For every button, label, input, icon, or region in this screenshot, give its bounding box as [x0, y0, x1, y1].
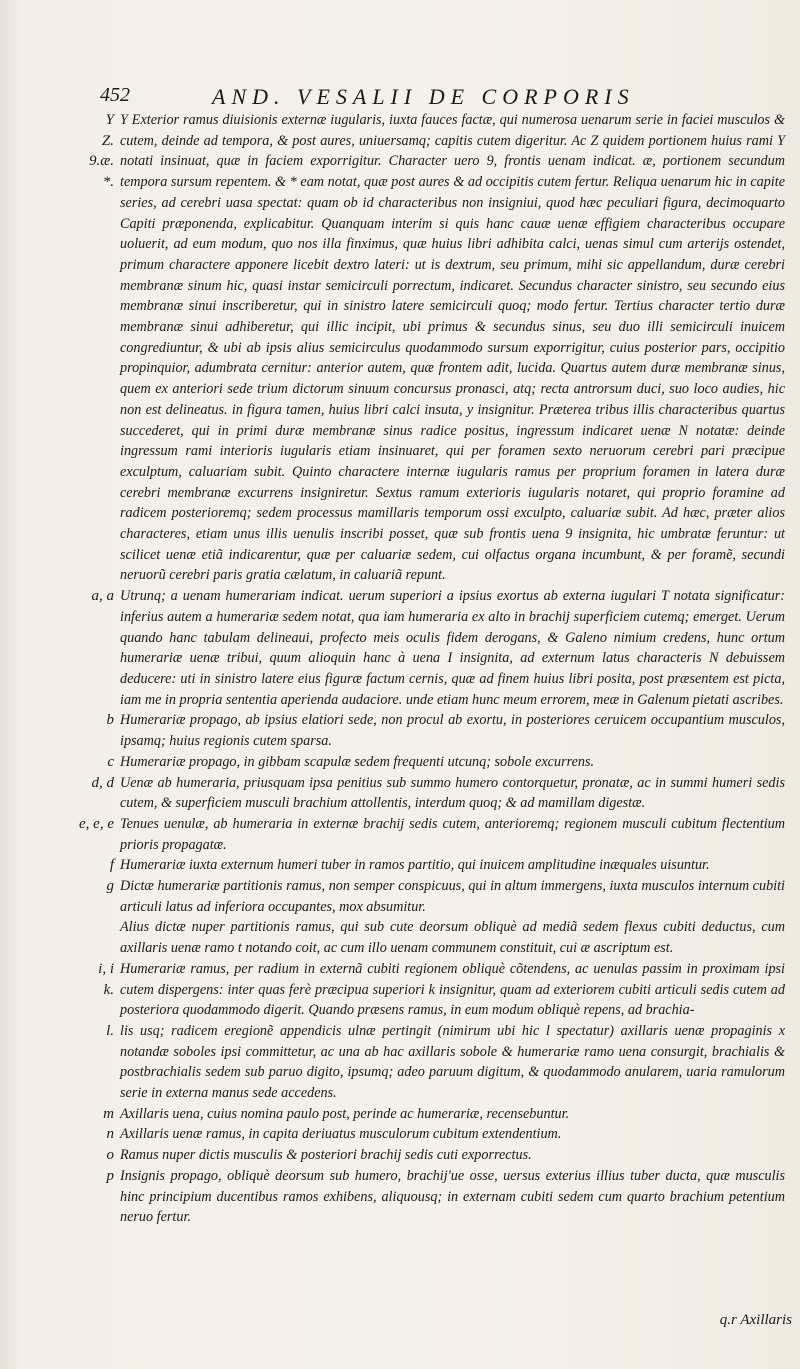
running-head: AND. VESALII DE CORPORIS	[212, 84, 635, 109]
entry-text: Humerariæ ramus, per radium in externã cubiti regionem obliquè cõtendens, ac uenulas passim in proximam ipsi cutem dispergens: inter quas ferè præcipua superiori k insignitur, quam ad exteriorem cubiti articuli sedis cutem ad posteriora quodammodo digerit. Quando præsens ramus, in eum modum obliquè repens, ad brachia-	[120, 960, 785, 1019]
entry-b	[20, 710, 800, 751]
margin-marker: a, a	[91, 588, 114, 605]
entry-m	[20, 1104, 800, 1125]
margin-marker: c	[107, 753, 114, 770]
margin-marker: d, d	[91, 774, 114, 791]
entry-o	[20, 1145, 800, 1166]
margin-marker: o	[106, 1147, 114, 1164]
entry-text: Dictæ humerariæ partitionis ramus, non semper conspicuus, qui in altum immergens, iuxta musculos internum cubiti articuli latus ad inferiora occupantes, mox absumitur.	[120, 878, 785, 915]
entry-l	[20, 1021, 800, 1104]
entry-p	[20, 1166, 800, 1228]
entry-text: Uenæ ab humeraria, priusquam ipsa penitius sub summo humero contorquetur, pronatæ, ac in summi humeri sedis cutem, & superficiem musculi brachium attollentis, interdum quoq; & ad mamillam digestæ.	[120, 774, 785, 812]
entry-i	[20, 959, 800, 1021]
margin-marker: Y Z. 9.æ. *.	[88, 112, 114, 191]
entry-g	[20, 876, 800, 917]
entry-text: Axillaris uena, cuius nomina paulo post, perinde ac humerariæ, recensebuntur.	[120, 1105, 570, 1122]
entry-text: Y Exterior ramus diuisionis externæ iugularis, iuxta fauces factæ, qui numerosa uenarum serie in faciei musculos & cutem, deinde ad tempora, & post aures, uniuersamq; capitis cutem digeritur. Ac Z quidem portionem huius rami Y notati insinuat, quæ in faciem exporrigitur. Character uero 9, frontis uenam indicat. æ, portionem secundum tempora sursum repentem. & * eam notat, quæ post aures & ad occipitis cutem fertur. Reliqua uenarum hic in capite series, ad cerebri uasa spectat: quam ob id characteribus non insigniui, quod hæc peculiari figura, decimoquarto Capiti præponenda, explicabitur. Quanquam interim si quis hanc cauæ uenæ effigiem characteribus occupare uoluerit, ad eum modum, quo nos illa finximus, quæ huius libri adhibita calci, uenas simul cum arterijs ostendet, primum charactere apponere licebit dextro lateri: ut is dextrum, seu primum, mihi sic appellandum, duræ cerebri membranæ sinum hic, quasi instar semicirculi porrectum, indicaret. Secundus character sinistro, seu secundo eius membranæ sinui inscriberetur, qui in sinistro latere semicirculi quoq; modo fertur. Tertius character tertio duræ membranæ sinui adhiberetur, qui illic incipit, ubi primus & secundus sinus, seu duo illi semicirculi inuicem congrediuntur, & ubi ab ipsis alius semicirculus quodammodo sursum exporrigitur, cuius posterior pars, occipitio propinquior, adumbrata cernitur: anterior autem, quæ frontem adit, lucida. Quartus autem duræ membranæ sinus, quem ex anteriori sede trium dictorum sinuum concursus pronasci, atq; recta antrorsum duci, suo loco audies, hic non est delineatus. in figura tamen, huius libri calci insuta, y insignitur. Præterea tribus illis characteribus quartus succederet, qui in primi duræ membranæ sinus radice positus, ingressum indicaret uenæ N notatæ: deinde ingressum rami interioris iugularis etiam insinuaret, qui per foramen sexto neruorum cerebri pari præcipue exculptum, caluariam subit. Quinto charactere internæ iugularis ramus per proprium foramen in latera duræ cerebri membranæ excurrens insigniretur. Sextus ramum exterioris iugularis notaret, qui proprio foramine ad radicem posterioremq; sedem processus mamillaris temporum ossi exculpto, caluariæ subit. Ad hæc, præter alios characteres, etiam unus illis uenulis inscribi posset, quæ sub frontis uena 9 insignita, hic umbratæ feruntur: ut scilicet uenæ etiã indicarentur, quæ per caluariæ sedem, cui olfactus organa incumbunt, & per foramẽ, secundi neruorũ cerebri paris gratia cælatum, in caluariã repunt.	[120, 112, 785, 584]
entry-text: Utrunq; a uenam humerariam indicat. uerum superiori a ipsius exortus ab externa iugulari T notata significatur: inferius autem a humerariæ sedem notat, qua iam humeraria ex alto in brachij superficiem cutemq; emerget. Uerum quando hanc tabulam delineaui, profecto meis oculis fidem derogans, & Galeno nimium credens, hunc ortum humerariæ uenæ tribui, quum alioquin hanc à uena I insignita, ad externum latus characteris N debuissem deducere: uti in sinistro latere eius figuræ factum cernis, quæ ad finem huius libri posita, post præsentem est picta, iam me in propria sententia aperienda audaciore. unde etiam hunc meum errorem, meæ in Galenum pietati ascribes.	[120, 588, 785, 708]
margin-marker: f	[109, 857, 114, 874]
entry-text: lis usq; radicem eregionẽ appendicis ulnæ pertingit (nimirum ubi hic l spectatur) axillaris uenæ propaginis x notandæ soboles ipsi committetur, ac una ab hac axillaris sobole & humerariæ ramo uena consurgit, brachialis & postbrachialis sedem sub paruo digito, ipsumq; adeo paruum digitum, & quodammodo anularem, uaria ramulorum serie in externa manus sede accedens.	[120, 1022, 785, 1102]
margin-marker: l.	[106, 1022, 114, 1039]
page-number: 452	[100, 84, 130, 106]
entry-e	[20, 814, 800, 855]
entry-text: Alius dictæ nuper partitionis ramus, qui sub cute deorsum obliquè ad mediã sedem flexus cubiti deductus, cum axillaris uenæ ramo t notando coit, ac cum illo uenam communem constituit, cui æ ascriptum est.	[120, 919, 785, 957]
entry-h	[20, 917, 800, 958]
entry-a	[20, 586, 800, 710]
entry-d	[20, 773, 800, 814]
entry-f	[20, 855, 800, 876]
margin-marker: p	[106, 1167, 114, 1184]
entry-text: Tenues uenulæ, ab humeraria in externæ brachij sedis cutem, anterioremq; regionem musculi cubitum flectentium prioris propagatæ.	[120, 815, 785, 853]
margin-marker: e, e, e	[79, 815, 114, 832]
entry-text: Ramus nuper dictis musculis & posteriori brachij sedis cuti exporrectus.	[120, 1147, 532, 1164]
entry-text: Axillaris uenæ ramus, in capita deriuatus musculorum cubitum extendentium.	[120, 1126, 562, 1143]
page-header	[100, 84, 700, 112]
body-text	[20, 110, 800, 1228]
entry-text: Humerariæ propago, ab ipsius elatiori sede, non procul ab exortu, in posteriores ceruicem occupantium musculos, ipsamq; huius regionis cutem sparsa.	[120, 712, 785, 750]
entry-c	[20, 752, 800, 773]
entry-text: Humerariæ iuxta externum humeri tuber in ramos partitio, qui inuicem amplitudine inæquales uisuntur.	[120, 857, 710, 874]
entry-n	[20, 1124, 800, 1145]
entry-text: Insignis propago, obliquè deorsum sub humero, brachij'ue osse, uersus exterius illius tuber ducta, quæ musculis hinc principium ducentibus ramos exhibens, aliquousq; in externam cubiti sedem cum quarto brachium petentium neruo fertur.	[120, 1167, 785, 1226]
catchword: q.r Axillaris	[719, 1312, 792, 1328]
margin-marker: g	[106, 878, 114, 895]
entry-y	[20, 110, 800, 586]
margin-marker: i, i k.	[98, 960, 114, 998]
margin-marker: n	[106, 1126, 114, 1143]
entry-text: Humerariæ propago, in gibbam scapulæ sedem frequenti utcunq; sobole excurrens.	[120, 753, 595, 770]
margin-marker: b	[106, 712, 114, 729]
margin-marker: m	[103, 1105, 114, 1122]
